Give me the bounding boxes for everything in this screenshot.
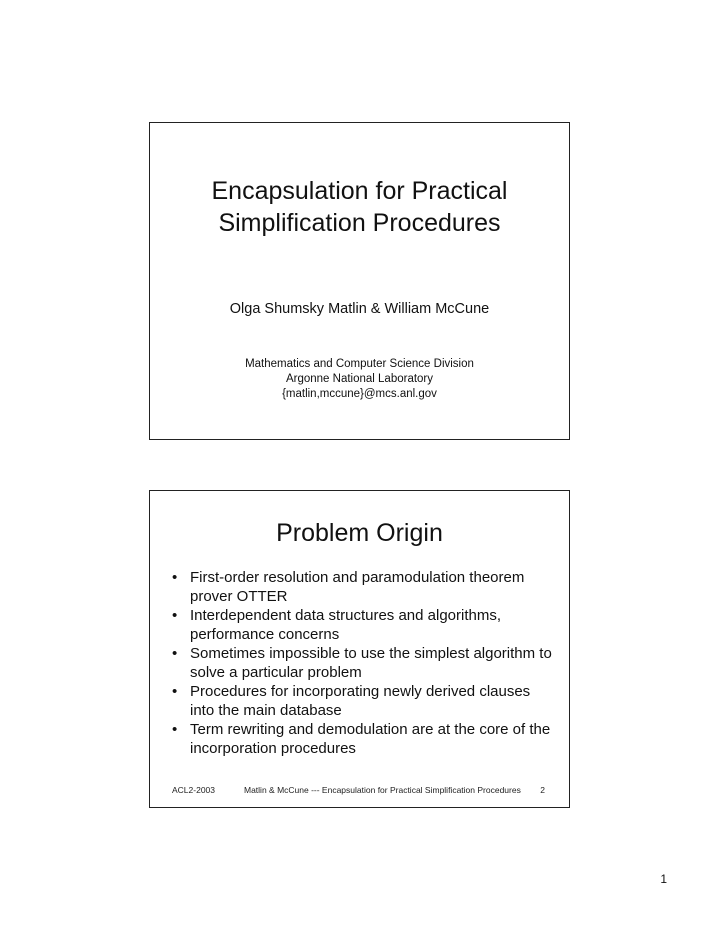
bullet-icon: • [172,683,178,700]
slide-1 [149,122,570,440]
bullet-item [172,683,553,720]
bullet-item [172,645,553,682]
slide-1-title-line: Encapsulation for Practical [211,177,508,205]
bullet-icon: • [172,721,178,738]
bullet-text: Sometimes impossible to use the simplest algorithm to solve a particular problem [190,645,552,681]
slide-1-title [150,175,569,239]
slide-2 [149,490,570,808]
slide-2-title: Problem Origin [276,519,443,547]
bullet-item [172,607,553,644]
bullet-text: Term rewriting and demodulation are at the core of the incorporation procedures [190,721,551,757]
bullet-text: Interdependent data structures and algorithms, performance concerns [190,607,502,643]
footer-slide-number: 2 [540,785,545,795]
affiliation-email: {matlin,mccune}@mcs.anl.gov [282,388,437,400]
slide-1-title-line: Simplification Procedures [218,209,501,237]
bullet-item [172,721,553,758]
bullet-icon: • [172,569,178,586]
footer-title: Matlin & McCune --- Encapsulation for Practical Simplification Procedures [244,785,521,795]
page-number: 1 [660,872,667,886]
bullet-text: Procedures for incorporating newly derived clauses into the main database [190,683,531,719]
footer-conference: ACL2-2003 [172,785,216,795]
bullet-list [172,569,553,759]
bullet-text: First-order resolution and paramodulation theorem prover OTTER [190,569,525,605]
affiliation-line: Mathematics and Computer Science Division [245,358,474,370]
slide-1-affiliation [150,357,569,402]
slide-1-authors: Olga Shumsky Matlin & William McCune [229,301,490,317]
bullet-item [172,569,553,606]
bullet-icon: • [172,645,178,662]
affiliation-line: Argonne National Laboratory [285,373,434,385]
bullet-icon: • [172,607,178,624]
